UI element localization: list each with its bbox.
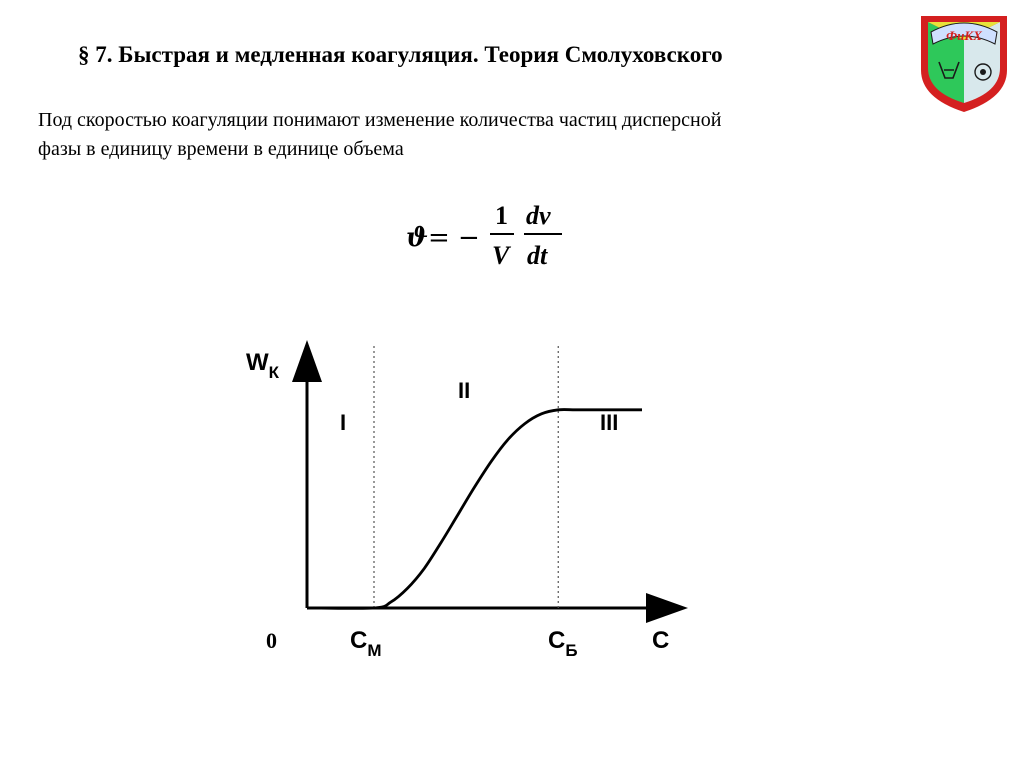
rate-formula <box>400 196 570 276</box>
y-axis-label: $W_К$ <box>246 349 280 382</box>
logo-text: ФиКХ <box>946 28 982 43</box>
x-tick-label-cm: $C_М$ <box>350 627 382 660</box>
faculty-logo-icon <box>917 10 1011 114</box>
chart-background <box>218 312 720 672</box>
x-axis-label: C <box>652 627 670 654</box>
formula-lhs: ϑ <box>406 223 429 253</box>
region-label-2: II <box>458 378 471 403</box>
region-label-3: III <box>600 410 619 435</box>
definition-line-2: фазы в единицу времени в единице объема <box>38 138 404 160</box>
coagulation-rate-chart <box>218 312 720 672</box>
definition-line-1: Под скоростью коагуляции понимают изменение количества частиц дисперсной <box>38 109 722 131</box>
y-axis-label-subscript: К <box>268 363 280 382</box>
x-tick-label-cm-subscript: М <box>367 641 382 660</box>
formula-equals-minus: = − <box>428 223 480 253</box>
definition-text <box>38 106 928 164</box>
formula-numerator-1: 1 <box>495 201 508 230</box>
x-tick-label-cb: $C_Б$ <box>548 627 578 660</box>
formula-denominator-1: V <box>492 241 510 270</box>
slide-title: § 7. Быстрая и медленная коагуляция. Теория Смолуховского <box>78 42 723 67</box>
x-tick-label-cb-subscript: Б <box>565 641 578 660</box>
formula-denominator-2: dt <box>527 241 548 270</box>
origin-label: 0 <box>266 628 277 653</box>
region-label-1: I <box>340 410 347 435</box>
formula-numerator-2: dν <box>526 201 551 230</box>
